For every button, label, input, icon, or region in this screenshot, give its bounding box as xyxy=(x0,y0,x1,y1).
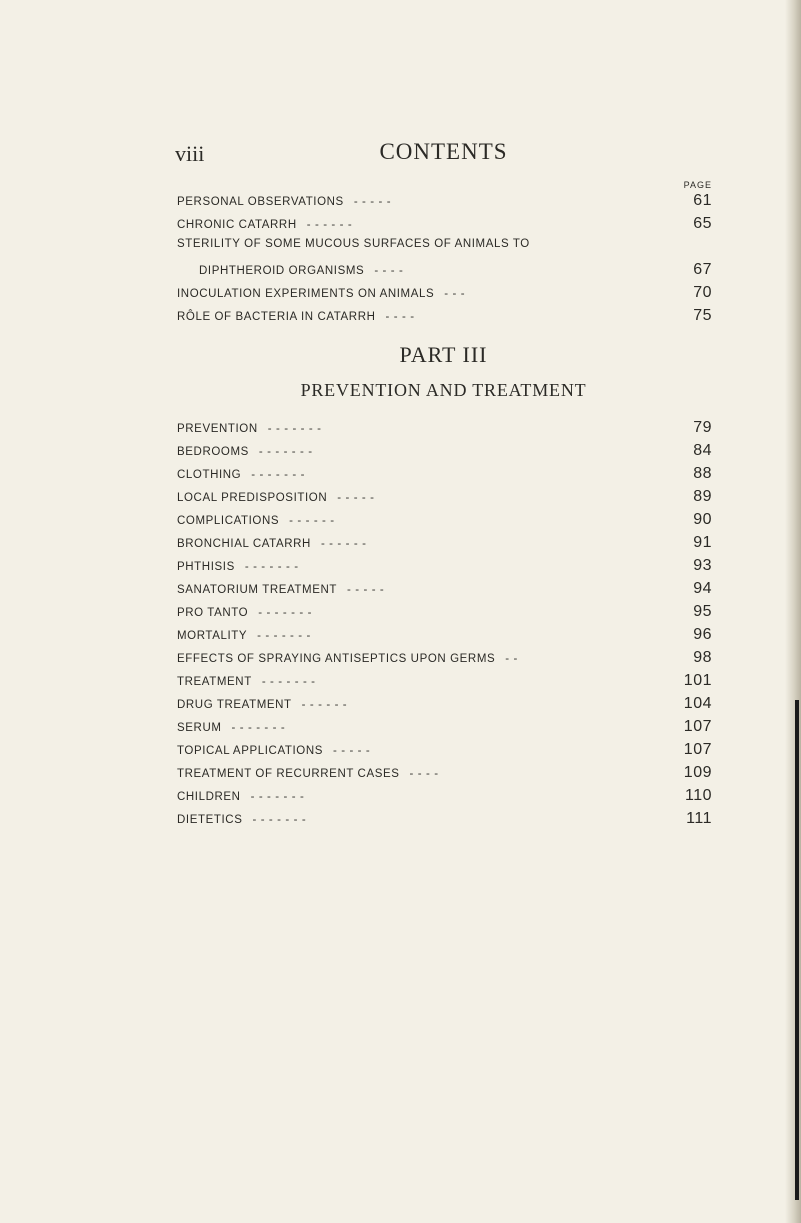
toc-entry-title: DIPHTHEROID ORGANISMS xyxy=(199,265,365,277)
toc-entry-page: 107 xyxy=(683,718,712,735)
toc-entry-title: CHRONIC CATARRH xyxy=(177,219,297,231)
toc-entry-title: INOCULATION EXPERIMENTS ON ANIMALS xyxy=(177,288,435,300)
toc-entry-title: DIETETICS xyxy=(177,814,243,826)
toc-entry-page: 65 xyxy=(693,215,712,232)
toc-entry-page: 91 xyxy=(693,534,712,551)
toc-entry-page: 95 xyxy=(693,603,712,620)
toc-entry-title: PRO TANTO xyxy=(177,607,249,619)
toc-entry xyxy=(177,787,712,810)
toc-entry-leader: - - - - - - xyxy=(320,538,367,550)
toc-entry-leader: - - - - - - xyxy=(306,219,353,231)
toc-entry-title: EFFECTS OF SPRAYING ANTISEPTICS UPON GERMS xyxy=(177,653,496,665)
toc-entry-leader: - - - - - - - xyxy=(250,791,305,803)
toc-entry-leader: - - - - - - - xyxy=(258,446,313,458)
toc-list xyxy=(177,192,712,330)
toc-section-part-iii xyxy=(177,419,712,833)
toc-entry-page: 101 xyxy=(683,672,712,689)
toc-entry xyxy=(177,419,712,442)
toc-entry-leader: - - - - - - - xyxy=(267,423,322,435)
toc-entry-page: 89 xyxy=(693,488,712,505)
toc-entry-leader: - - - - - - - xyxy=(258,607,312,619)
part-subheading: PREVENTION AND TREATMENT xyxy=(300,380,587,400)
toc-entry xyxy=(177,534,712,557)
toc-entry xyxy=(177,192,712,215)
toc-entry-title: CLOTHING xyxy=(177,469,242,481)
toc-entry-title: TREATMENT xyxy=(177,676,252,688)
toc-entry xyxy=(177,261,712,284)
toc-entry-leader: - - - - - xyxy=(333,745,371,757)
toc-entry-page: 70 xyxy=(693,284,712,301)
toc-entry-page: 67 xyxy=(693,261,712,278)
toc-entry-leader: - - - - - - - xyxy=(231,722,286,734)
toc-entry-leader: - - xyxy=(505,653,518,665)
page-header xyxy=(175,139,712,173)
toc-entry-title: CHILDREN xyxy=(177,791,241,803)
part-heading: PART III xyxy=(399,342,488,367)
toc-entry-leader: - - - - - - - xyxy=(252,814,307,826)
toc-entry xyxy=(177,442,712,465)
toc-section-part-ii xyxy=(177,180,712,330)
toc-entry xyxy=(177,215,712,238)
toc-entry-title: STERILITY OF SOME MUCOUS SURFACES OF ANIMALS TO xyxy=(177,238,530,250)
toc-entry xyxy=(177,284,712,307)
toc-entry xyxy=(177,672,712,695)
toc-entry xyxy=(177,718,712,741)
toc-entry-page: 110 xyxy=(684,787,712,804)
toc-entry-leader: - - - - - - - xyxy=(261,676,316,688)
toc-entry-leader: - - - - xyxy=(385,311,415,323)
toc-entry xyxy=(177,307,712,330)
toc-entry-title: SERUM xyxy=(177,722,222,734)
toc-entry-title: RÔLE OF BACTERIA IN CATARRH xyxy=(177,311,376,323)
toc-entry xyxy=(177,603,712,626)
toc-entry xyxy=(177,626,712,649)
toc-entry-title: SANATORIUM TREATMENT xyxy=(177,584,338,596)
toc-entry-page: 98 xyxy=(693,649,712,666)
toc-entry-page: 96 xyxy=(693,626,712,643)
toc-entry xyxy=(177,238,712,261)
toc-entry-title: TOPICAL APPLICATIONS xyxy=(177,745,323,757)
toc-entry-leader: - - - - - xyxy=(353,196,392,208)
toc-entry-leader: - - - xyxy=(444,288,466,300)
toc-entry xyxy=(177,488,712,511)
toc-entry-title: PERSONAL OBSERVATIONS xyxy=(177,196,344,208)
toc-entry xyxy=(177,764,712,787)
toc-entry-title: PHTHISIS xyxy=(177,561,235,573)
toc-entry-title: MORTALITY xyxy=(177,630,248,642)
running-title: CONTENTS xyxy=(379,139,508,164)
toc-entry-page: 111 xyxy=(686,810,712,827)
toc-entry xyxy=(177,580,712,603)
toc-entry-leader: - - - - - xyxy=(347,584,385,596)
toc-entry-page: 107 xyxy=(683,741,712,758)
toc-entry xyxy=(177,465,712,488)
toc-entry-page: 104 xyxy=(683,695,712,712)
toc-entry xyxy=(177,741,712,764)
toc-entry-leader: - - - - - - - xyxy=(244,561,299,573)
toc-entry-page: 75 xyxy=(693,307,712,324)
toc-entry-title: COMPLICATIONS xyxy=(177,515,280,527)
page-edge-line xyxy=(795,700,799,1200)
page-folio: viii xyxy=(175,141,205,166)
toc-entry-page: 79 xyxy=(693,419,712,436)
toc-entry-title: LOCAL PREDISPOSITION xyxy=(177,492,328,504)
toc-entry-page: 84 xyxy=(693,442,712,459)
toc-entry-page: 88 xyxy=(693,465,712,482)
toc-entry-title: TREATMENT OF RECURRENT CASES xyxy=(177,768,400,780)
toc-entry-page: 93 xyxy=(693,557,712,574)
toc-entry-page: 94 xyxy=(693,580,712,597)
toc-entry xyxy=(177,511,712,534)
toc-list xyxy=(177,419,712,833)
toc-entry-title: DRUG TREATMENT xyxy=(177,699,292,711)
toc-entry-page: 90 xyxy=(693,511,712,528)
page-column-label: PAGE xyxy=(683,180,712,190)
toc-entry-title: BRONCHIAL CATARRH xyxy=(177,538,311,550)
toc-entry-leader: - - - - - xyxy=(337,492,375,504)
toc-entry-page: 61 xyxy=(693,192,712,209)
toc-entry xyxy=(177,557,712,580)
toc-entry-title: BEDROOMS xyxy=(177,446,249,458)
toc-entry xyxy=(177,695,712,718)
toc-entry-leader: - - - - - - xyxy=(301,699,348,711)
toc-entry-title: PREVENTION xyxy=(177,423,258,435)
toc-entry-leader: - - - - - - - xyxy=(257,630,311,642)
toc-entry-leader: - - - - xyxy=(374,265,404,277)
toc-entry-page: 109 xyxy=(683,764,712,781)
toc-entry xyxy=(177,810,712,833)
toc-entry-leader: - - - - - - - xyxy=(251,469,306,481)
toc-entry-leader: - - - - - - xyxy=(289,515,335,527)
toc-entry-leader: - - - - xyxy=(409,768,439,780)
toc-entry xyxy=(177,649,712,672)
